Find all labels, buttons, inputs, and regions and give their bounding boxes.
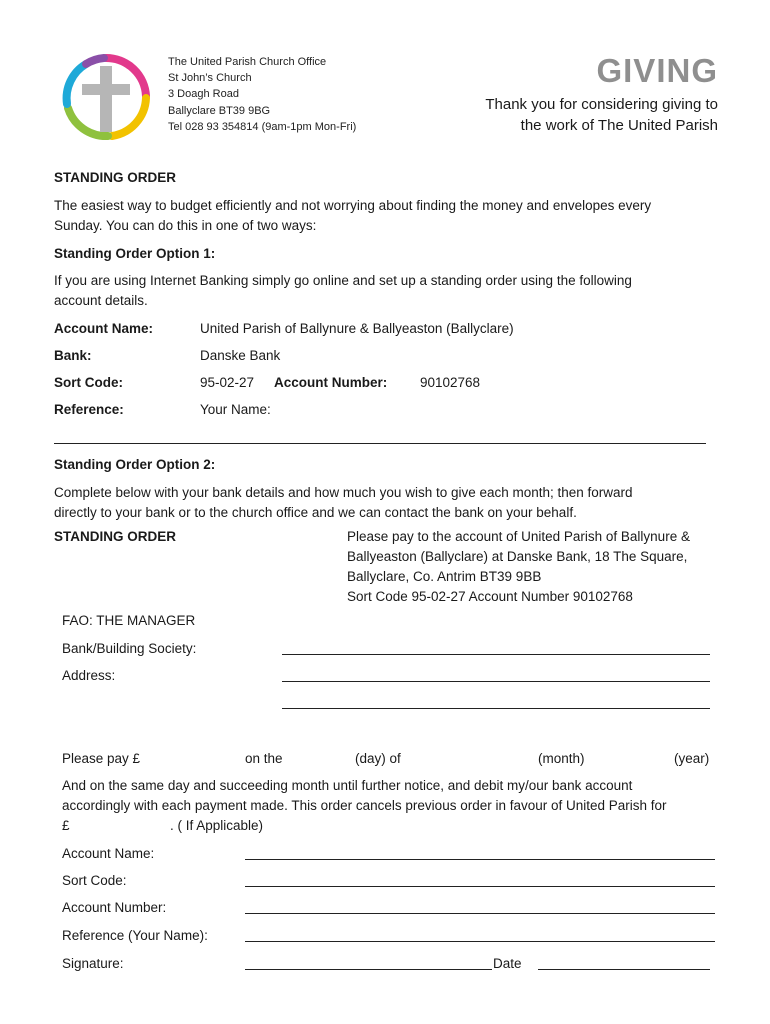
option2-heading: Standing Order Option 2: bbox=[54, 457, 216, 472]
option2-line: directly to your bank or to the church office and we can contact the bank on your behalf. bbox=[54, 505, 577, 520]
account-name-field[interactable] bbox=[245, 859, 715, 860]
standing-order-heading: STANDING ORDER bbox=[54, 170, 177, 185]
address-line: St John’s Church bbox=[168, 72, 252, 85]
month-label: (month) bbox=[538, 751, 585, 766]
logo-ring-purple bbox=[86, 58, 104, 64]
thanks-message bbox=[418, 94, 718, 136]
intro-line: The easiest way to budget efficiently and not worrying about finding the money and envelopes every bbox=[54, 198, 652, 213]
thanks-line: the work of The United Parish bbox=[520, 117, 718, 134]
if-applicable: . ( If Applicable) bbox=[170, 818, 264, 833]
pay-to-line: Sort Code 95-02-27 Account Number 90102768 bbox=[347, 589, 633, 604]
continuation-line: And on the same day and succeeding month until further notice, and debit my/our bank account bbox=[62, 778, 633, 793]
signature-field[interactable] bbox=[245, 969, 492, 970]
sort-code-label: Sort Code: bbox=[54, 375, 123, 390]
pay-to-line: Ballyclare, Co. Antrim BT39 9BB bbox=[347, 569, 542, 584]
signature-label: Signature: bbox=[62, 956, 124, 971]
bank-label: Bank: bbox=[54, 348, 92, 363]
date-field[interactable] bbox=[538, 969, 710, 970]
logo-ring-yellow bbox=[112, 98, 146, 136]
account-number-field[interactable] bbox=[245, 913, 715, 914]
reference-value: Your Name: bbox=[200, 402, 271, 417]
continuation-line: accordingly with each payment made. This order cancels previous order in favour of United Parish for bbox=[62, 798, 667, 813]
account-number-label: Account Number: bbox=[274, 375, 388, 390]
thanks-line: Thank you for considering giving to bbox=[485, 96, 718, 113]
cross-horizontal bbox=[82, 84, 130, 95]
account-name-value: United Parish of Ballynure & Ballyeaston (Ballyclare) bbox=[200, 321, 514, 336]
option1-line: If you are using Internet Banking simply go online and set up a standing order using the following bbox=[54, 273, 632, 288]
form-account-name-label: Account Name: bbox=[62, 846, 155, 861]
account-number-value: 90102768 bbox=[420, 375, 481, 390]
section-divider bbox=[54, 443, 706, 444]
cross-vertical bbox=[100, 66, 112, 132]
continuation-text bbox=[62, 776, 667, 816]
pay-to-instructions bbox=[347, 527, 690, 607]
reference-field[interactable] bbox=[245, 941, 715, 942]
year-label: (year) bbox=[674, 751, 710, 766]
reference-label: Reference: bbox=[54, 402, 124, 417]
option1-heading: Standing Order Option 1: bbox=[54, 246, 216, 261]
church-logo bbox=[58, 52, 154, 142]
fao-manager: FAO: THE MANAGER bbox=[62, 613, 196, 628]
form-heading: STANDING ORDER bbox=[54, 529, 177, 544]
pound-sign: £ bbox=[62, 818, 70, 833]
church-address bbox=[168, 54, 356, 135]
form-sort-code-label: Sort Code: bbox=[62, 873, 127, 888]
address-label: Address: bbox=[62, 668, 116, 683]
address-line: Ballyclare BT39 9BG bbox=[168, 104, 271, 117]
please-pay-label: Please pay £ bbox=[62, 751, 141, 766]
option1-text bbox=[54, 271, 632, 311]
date-label: Date bbox=[493, 956, 522, 971]
intro-line: Sunday. You can do this in one of two ways: bbox=[54, 218, 317, 233]
address-line: Tel 028 93 354814 (9am-1pm Mon-Fri) bbox=[168, 120, 357, 133]
address-field-line1[interactable] bbox=[282, 681, 710, 682]
account-name-label: Account Name: bbox=[54, 321, 154, 336]
intro-text bbox=[54, 196, 651, 236]
pay-to-line: Ballyeaston (Ballyclare) at Danske Bank, 18 The Square, bbox=[347, 549, 688, 564]
bank-society-field[interactable] bbox=[282, 654, 710, 655]
address-line: 3 Doagh Road bbox=[168, 88, 239, 101]
bank-value: Danske Bank bbox=[200, 348, 281, 363]
bank-society-label: Bank/Building Society: bbox=[62, 641, 197, 656]
address-field-line2[interactable] bbox=[282, 708, 710, 709]
on-the-label: on the bbox=[245, 751, 283, 766]
option2-text bbox=[54, 483, 633, 523]
sort-code-field[interactable] bbox=[245, 886, 715, 887]
form-account-number-label: Account Number: bbox=[62, 900, 167, 915]
address-line: The United Parish Church Office bbox=[168, 56, 327, 68]
form-reference-label: Reference (Your Name): bbox=[62, 928, 208, 943]
option1-line: account details. bbox=[54, 293, 148, 308]
day-of-label: (day) of bbox=[355, 751, 401, 766]
page-title: GIVING bbox=[596, 52, 718, 89]
sort-code-value: 95-02-27 bbox=[200, 375, 255, 390]
option2-line: Complete below with your bank details and how much you wish to give each month; then forward bbox=[54, 485, 633, 500]
pay-to-line: Please pay to the account of United Parish of Ballynure & bbox=[347, 529, 690, 544]
